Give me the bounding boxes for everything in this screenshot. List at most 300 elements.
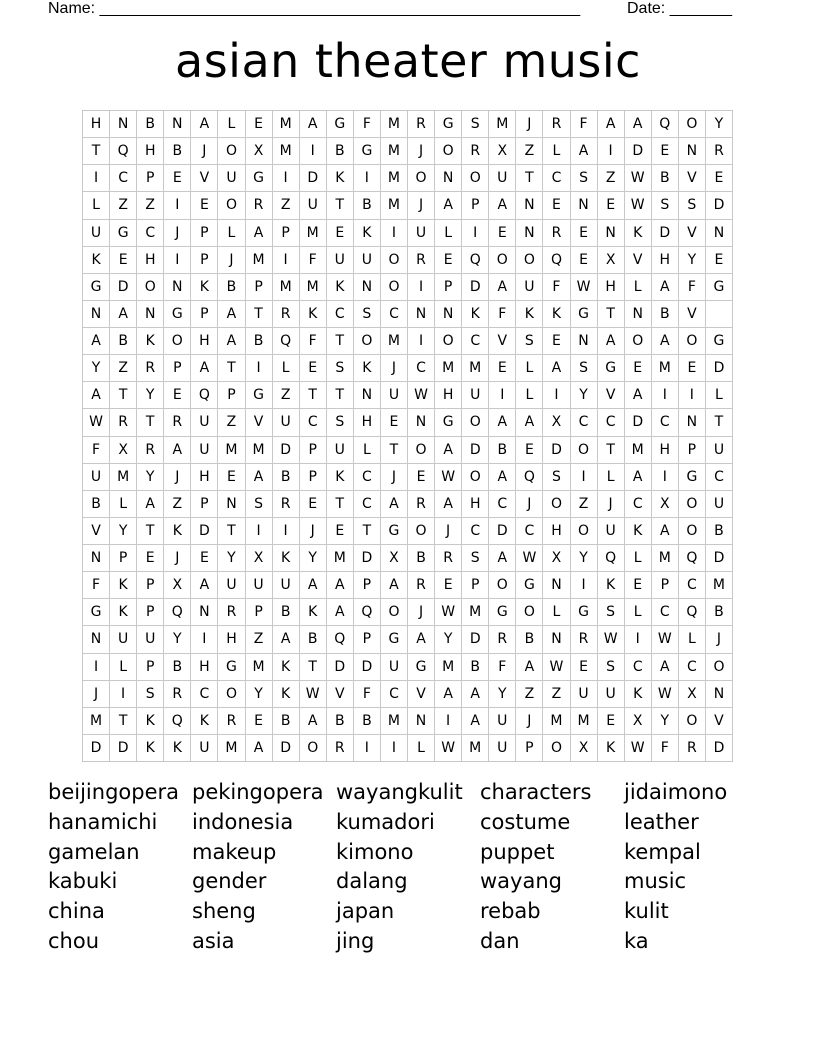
grid-cell: J	[191, 138, 218, 165]
grid-cell: L	[273, 355, 300, 382]
grid-cell: Q	[164, 708, 191, 735]
grid-cell: E	[381, 409, 408, 436]
grid-cell: L	[625, 274, 652, 301]
grid-cell: I	[273, 518, 300, 545]
grid-cell: O	[300, 735, 327, 762]
grid-cell: T	[137, 409, 164, 436]
grid-cell: G	[381, 626, 408, 653]
grid-cell: E	[191, 545, 218, 572]
grid-cell: B	[327, 708, 354, 735]
grid-cell: P	[218, 382, 245, 409]
grid-cell: U	[516, 274, 543, 301]
grid-cell: C	[516, 518, 543, 545]
grid-cell: K	[300, 301, 327, 328]
grid-cell: V	[246, 409, 273, 436]
grid-cell: N	[543, 626, 570, 653]
grid-cell: I	[408, 274, 435, 301]
grid-cell: A	[489, 545, 516, 572]
grid-cell: V	[706, 708, 733, 735]
grid-cell: J	[516, 708, 543, 735]
grid-cell: C	[354, 464, 381, 491]
grid-cell: J	[83, 681, 110, 708]
grid-cell: A	[489, 192, 516, 219]
grid-cell: A	[625, 382, 652, 409]
grid-cell: J	[598, 491, 625, 518]
grid-cell: U	[218, 572, 245, 599]
grid-cell: B	[300, 626, 327, 653]
grid-cell: F	[300, 328, 327, 355]
grid-cell: I	[164, 247, 191, 274]
grid-cell: O	[543, 735, 570, 762]
grid-cell: K	[83, 247, 110, 274]
grid-cell: T	[354, 518, 381, 545]
page-title: asian theater music	[175, 34, 641, 88]
grid-cell: V	[191, 165, 218, 192]
grid-cell: M	[246, 654, 273, 681]
grid-cell: Y	[110, 518, 137, 545]
grid-cell: R	[110, 409, 137, 436]
word-list-item: hanamichi	[48, 809, 158, 834]
grid-cell: Z	[273, 382, 300, 409]
grid-cell: A	[408, 626, 435, 653]
grid-cell: H	[191, 654, 218, 681]
grid-cell: I	[543, 382, 570, 409]
grid-cell: A	[489, 274, 516, 301]
grid-cell: B	[706, 518, 733, 545]
grid-cell: Q	[543, 247, 570, 274]
grid-cell: E	[435, 247, 462, 274]
grid-cell: T	[327, 192, 354, 219]
grid-cell: O	[408, 518, 435, 545]
grid-cell: D	[706, 735, 733, 762]
grid-cell: Z	[516, 681, 543, 708]
grid-cell: M	[381, 708, 408, 735]
grid-cell: B	[110, 328, 137, 355]
grid-cell: E	[408, 464, 435, 491]
grid-cell: P	[246, 274, 273, 301]
grid-cell: K	[354, 220, 381, 247]
grid-cell: F	[571, 111, 598, 138]
grid-cell: Q	[191, 382, 218, 409]
grid-cell: F	[83, 572, 110, 599]
grid-cell: B	[137, 111, 164, 138]
grid-cell: N	[571, 192, 598, 219]
grid-cell: P	[354, 626, 381, 653]
grid-cell: H	[435, 382, 462, 409]
grid-cell: V	[679, 301, 706, 328]
grid-cell: R	[408, 247, 435, 274]
grid-cell: R	[435, 545, 462, 572]
grid-cell: T	[110, 382, 137, 409]
grid-cell: U	[191, 437, 218, 464]
grid-cell: P	[246, 599, 273, 626]
grid-cell: Z	[110, 355, 137, 382]
grid-cell: F	[354, 681, 381, 708]
grid-cell: H	[598, 274, 625, 301]
grid-cell: T	[246, 301, 273, 328]
grid-cell: F	[489, 301, 516, 328]
grid-cell: L	[218, 111, 245, 138]
grid-cell: B	[489, 437, 516, 464]
grid-cell: I	[83, 165, 110, 192]
grid-cell: D	[462, 626, 489, 653]
word-list-item: kulit	[624, 899, 669, 924]
grid-cell: W	[83, 409, 110, 436]
grid-cell: G	[408, 654, 435, 681]
grid-cell: G	[218, 654, 245, 681]
grid-cell: C	[191, 681, 218, 708]
grid-cell: R	[218, 708, 245, 735]
grid-cell: A	[218, 328, 245, 355]
grid-cell: B	[246, 328, 273, 355]
grid-cell: E	[598, 708, 625, 735]
grid-cell: D	[462, 437, 489, 464]
grid-cell: T	[110, 708, 137, 735]
grid-cell: O	[462, 464, 489, 491]
grid-cell: W	[652, 681, 679, 708]
grid-cell: T	[598, 437, 625, 464]
grid-cell: G	[516, 572, 543, 599]
grid-cell: Y	[679, 247, 706, 274]
grid-cell: A	[381, 491, 408, 518]
grid-cell: E	[543, 328, 570, 355]
grid-cell: A	[625, 464, 652, 491]
grid-cell: A	[327, 599, 354, 626]
grid-cell: D	[706, 192, 733, 219]
grid-cell: G	[706, 274, 733, 301]
grid-cell: Y	[489, 681, 516, 708]
word-list-item: music	[624, 869, 687, 894]
grid-cell: E	[435, 572, 462, 599]
grid-cell: Y	[137, 382, 164, 409]
grid-cell: A	[489, 409, 516, 436]
grid-cell: M	[435, 355, 462, 382]
grid-cell: X	[489, 138, 516, 165]
grid-cell: I	[571, 464, 598, 491]
grid-cell: R	[679, 735, 706, 762]
grid-cell: O	[137, 274, 164, 301]
word-list-item: characters	[480, 780, 592, 804]
word-list-item: japan	[336, 899, 395, 924]
grid-cell: L	[516, 355, 543, 382]
grid-cell: T	[83, 138, 110, 165]
word-list-item: dalang	[336, 869, 408, 894]
grid-cell: O	[381, 274, 408, 301]
grid-cell: U	[273, 572, 300, 599]
grid-cell: U	[489, 735, 516, 762]
word-list-item: dan	[480, 928, 520, 953]
grid-cell: O	[435, 328, 462, 355]
grid-cell: P	[300, 464, 327, 491]
grid-cell: Y	[246, 681, 273, 708]
grid-cell: K	[191, 274, 218, 301]
grid-cell: S	[598, 654, 625, 681]
grid-cell: C	[598, 409, 625, 436]
grid-cell: O	[571, 518, 598, 545]
grid-cell: G	[354, 138, 381, 165]
grid-cell: A	[191, 111, 218, 138]
grid-cell: L	[516, 382, 543, 409]
grid-cell: I	[246, 355, 273, 382]
grid-cell: O	[218, 681, 245, 708]
grid-cell: C	[462, 328, 489, 355]
grid-cell: K	[625, 518, 652, 545]
word-list-item: gender	[192, 869, 267, 894]
grid-cell: D	[110, 274, 137, 301]
grid-cell: C	[625, 654, 652, 681]
grid-cell: P	[137, 572, 164, 599]
grid-cell: N	[83, 545, 110, 572]
grid-cell: O	[489, 572, 516, 599]
grid-cell: B	[354, 192, 381, 219]
grid-cell: M	[218, 735, 245, 762]
grid-cell: U	[327, 247, 354, 274]
grid-cell: M	[571, 708, 598, 735]
grid-cell: H	[652, 247, 679, 274]
grid-cell: A	[164, 437, 191, 464]
grid-cell: L	[543, 138, 570, 165]
grid-cell: Y	[571, 382, 598, 409]
grid-cell: M	[246, 247, 273, 274]
grid-cell: G	[110, 220, 137, 247]
word-list-item: china	[48, 899, 105, 924]
grid-cell: C	[543, 165, 570, 192]
grid-cell: O	[679, 708, 706, 735]
grid-cell: E	[489, 220, 516, 247]
word-list-item: chou	[48, 928, 100, 953]
grid-cell: E	[327, 518, 354, 545]
grid-cell: M	[652, 355, 679, 382]
grid-cell: Q	[598, 545, 625, 572]
grid-cell: N	[598, 220, 625, 247]
grid-cell: D	[273, 735, 300, 762]
grid-cell: U	[137, 626, 164, 653]
grid-cell: B	[83, 491, 110, 518]
grid-cell: V	[489, 328, 516, 355]
grid-cell: A	[110, 301, 137, 328]
grid-cell: U	[327, 437, 354, 464]
grid-cell: Y	[435, 626, 462, 653]
grid-cell: D	[652, 220, 679, 247]
grid-cell	[706, 301, 733, 328]
word-list-item: kimono	[336, 839, 414, 864]
grid-cell: E	[137, 545, 164, 572]
grid-cell: M	[300, 274, 327, 301]
grid-cell: I	[462, 220, 489, 247]
grid-cell: B	[273, 464, 300, 491]
grid-cell: L	[625, 545, 652, 572]
grid-cell: N	[83, 626, 110, 653]
grid-cell: R	[408, 491, 435, 518]
grid-cell: D	[354, 654, 381, 681]
name-field-label: Name: ______________________________________________________	[48, 0, 581, 17]
grid-cell: X	[246, 138, 273, 165]
word-list-item: puppet	[480, 839, 555, 864]
grid-cell: K	[598, 572, 625, 599]
word-list-item: asia	[192, 928, 235, 953]
word-list-item: leather	[624, 809, 699, 834]
grid-cell: G	[164, 301, 191, 328]
grid-cell: X	[543, 409, 570, 436]
grid-cell: V	[598, 382, 625, 409]
grid-cell: G	[598, 355, 625, 382]
grid-cell: E	[489, 355, 516, 382]
grid-cell: H	[462, 491, 489, 518]
grid-cell: M	[327, 545, 354, 572]
grid-cell: N	[191, 599, 218, 626]
grid-cell: O	[706, 654, 733, 681]
grid-cell: O	[516, 599, 543, 626]
grid-cell: F	[489, 654, 516, 681]
grid-cell: U	[218, 165, 245, 192]
grid-cell: U	[598, 518, 625, 545]
grid-cell: A	[489, 464, 516, 491]
grid-cell: P	[164, 355, 191, 382]
grid-cell: M	[543, 708, 570, 735]
grid-cell: P	[191, 491, 218, 518]
grid-cell: I	[679, 382, 706, 409]
grid-cell: A	[246, 464, 273, 491]
grid-cell: D	[300, 165, 327, 192]
grid-cell: W	[625, 735, 652, 762]
grid-cell: V	[625, 247, 652, 274]
grid-cell: K	[164, 518, 191, 545]
grid-cell: E	[218, 464, 245, 491]
grid-cell: B	[408, 545, 435, 572]
grid-cell: R	[543, 220, 570, 247]
grid-cell: U	[191, 735, 218, 762]
grid-cell: G	[83, 599, 110, 626]
grid-cell: E	[706, 247, 733, 274]
grid-cell: A	[652, 518, 679, 545]
grid-cell: U	[408, 220, 435, 247]
grid-cell: G	[246, 165, 273, 192]
grid-cell: Y	[706, 111, 733, 138]
grid-cell: I	[164, 192, 191, 219]
grid-cell: D	[191, 518, 218, 545]
grid-cell: I	[246, 518, 273, 545]
grid-cell: L	[218, 220, 245, 247]
grid-cell: N	[543, 572, 570, 599]
grid-cell: I	[300, 138, 327, 165]
grid-cell: A	[300, 111, 327, 138]
grid-cell: B	[516, 626, 543, 653]
grid-cell: O	[408, 165, 435, 192]
date-field-label: Date: _______	[627, 0, 732, 17]
grid-cell: U	[381, 382, 408, 409]
grid-cell: X	[679, 681, 706, 708]
grid-cell: N	[164, 274, 191, 301]
grid-cell: I	[110, 681, 137, 708]
grid-cell: O	[625, 328, 652, 355]
grid-cell: Q	[516, 464, 543, 491]
grid-cell: D	[625, 138, 652, 165]
grid-cell: C	[679, 654, 706, 681]
grid-cell: B	[706, 599, 733, 626]
grid-cell: K	[462, 301, 489, 328]
grid-cell: U	[83, 220, 110, 247]
grid-cell: G	[571, 301, 598, 328]
grid-cell: P	[516, 735, 543, 762]
grid-cell: L	[706, 382, 733, 409]
grid-cell: G	[435, 111, 462, 138]
grid-cell: A	[218, 301, 245, 328]
grid-cell: L	[679, 626, 706, 653]
word-list-item: pekingopera	[192, 780, 324, 804]
grid-cell: E	[543, 192, 570, 219]
grid-cell: R	[543, 111, 570, 138]
grid-cell: C	[327, 301, 354, 328]
grid-cell: V	[83, 518, 110, 545]
grid-cell: L	[625, 599, 652, 626]
grid-cell: S	[652, 192, 679, 219]
grid-cell: K	[543, 301, 570, 328]
grid-cell: C	[462, 518, 489, 545]
grid-cell: V	[679, 165, 706, 192]
grid-cell: Q	[164, 599, 191, 626]
grid-cell: B	[273, 599, 300, 626]
grid-cell: O	[679, 111, 706, 138]
grid-cell: M	[110, 464, 137, 491]
grid-cell: E	[598, 192, 625, 219]
grid-cell: K	[327, 165, 354, 192]
grid-cell: A	[83, 328, 110, 355]
grid-cell: O	[218, 192, 245, 219]
grid-cell: P	[462, 572, 489, 599]
grid-cell: W	[571, 274, 598, 301]
grid-cell: W	[435, 599, 462, 626]
grid-cell: W	[435, 735, 462, 762]
grid-cell: A	[83, 382, 110, 409]
grid-cell: Y	[218, 545, 245, 572]
grid-cell: A	[300, 708, 327, 735]
grid-cell: T	[218, 518, 245, 545]
grid-cell: Z	[164, 491, 191, 518]
grid-cell: Y	[571, 545, 598, 572]
grid-cell: K	[110, 572, 137, 599]
grid-cell: L	[110, 491, 137, 518]
grid-cell: O	[679, 328, 706, 355]
grid-cell: S	[246, 491, 273, 518]
grid-cell: P	[679, 437, 706, 464]
grid-cell: D	[706, 545, 733, 572]
grid-cell: J	[164, 545, 191, 572]
grid-cell: Q	[462, 247, 489, 274]
grid-cell: G	[571, 599, 598, 626]
grid-cell: C	[354, 491, 381, 518]
grid-cell: O	[679, 518, 706, 545]
grid-cell: E	[571, 654, 598, 681]
grid-cell: O	[435, 138, 462, 165]
grid-cell: A	[543, 355, 570, 382]
grid-cell: P	[273, 220, 300, 247]
grid-cell: O	[679, 491, 706, 518]
grid-cell: H	[354, 409, 381, 436]
grid-cell: H	[543, 518, 570, 545]
grid-cell: X	[652, 491, 679, 518]
grid-cell: L	[598, 464, 625, 491]
grid-cell: D	[543, 437, 570, 464]
grid-cell: R	[408, 572, 435, 599]
grid-cell: S	[327, 355, 354, 382]
grid-cell: U	[706, 437, 733, 464]
grid-cell: K	[516, 301, 543, 328]
grid-cell: F	[679, 274, 706, 301]
grid-cell: U	[191, 409, 218, 436]
grid-cell: O	[489, 247, 516, 274]
word-list-item: kabuki	[48, 869, 118, 894]
grid-cell: B	[273, 708, 300, 735]
